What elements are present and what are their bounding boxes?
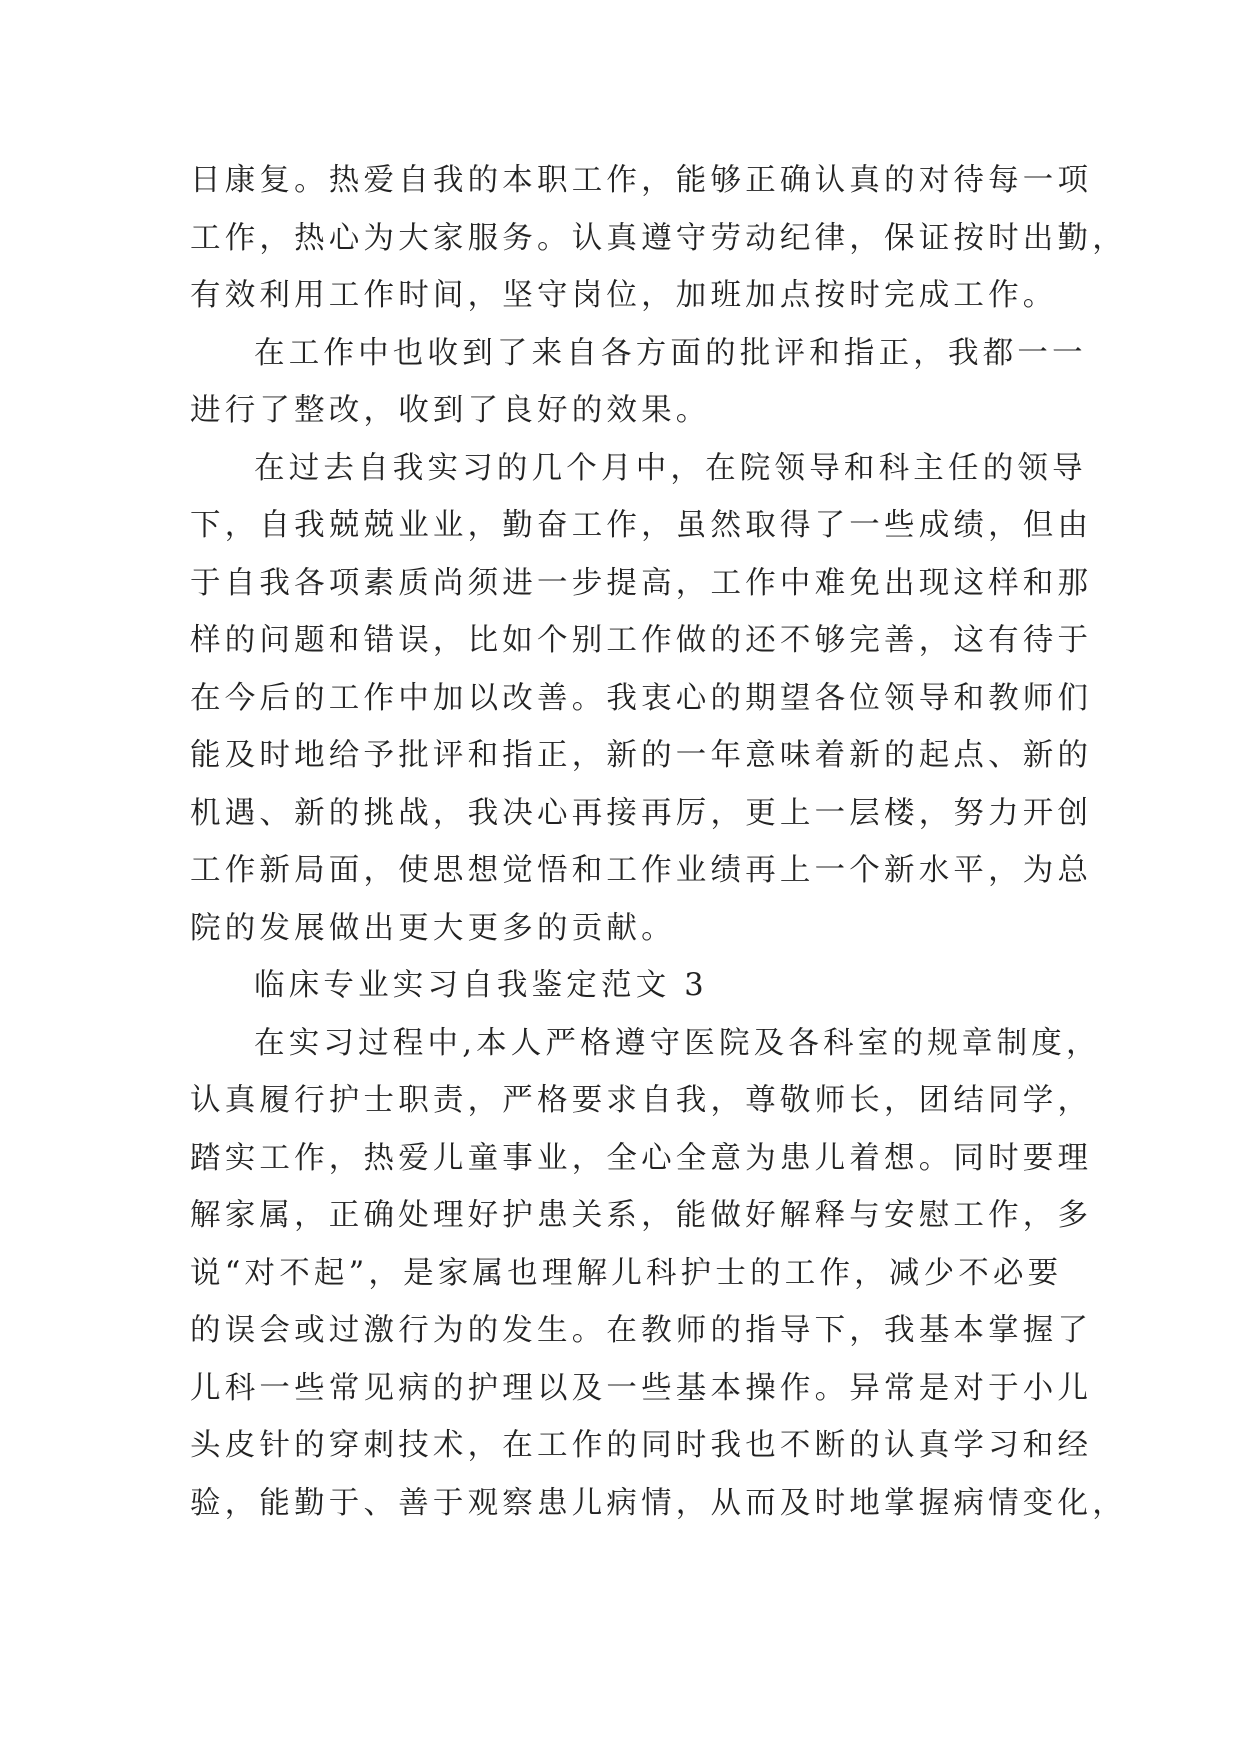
text-line: 说“对不起”，是家属也理解儿科护士的工作，减少不必要 [190, 1255, 1063, 1291]
text-line: 工作新局面，使思想觉悟和工作业绩再上一个新水平，为总 [190, 853, 1093, 888]
text-line: 于自我各项素质尚须进一步提高，工作中难免出现这样和那 [190, 565, 1093, 601]
text-line: 样的问题和错误，比如个别工作做的还不够完善，这有待于 [190, 623, 1093, 658]
text-line: 工作，热心为大家服务。认真遵守劳动纪律，保证按时出勤， [190, 220, 1127, 256]
text-line: 进行了整改，收到了良好的效果。 [190, 393, 711, 428]
text-line: 院的发展做出更大更多的贡献。 [190, 910, 676, 946]
text-line: 在实习过程中,本人严格遵守医院及各科室的规章制度， [254, 1025, 1101, 1061]
text-line: 下，自我兢兢业业，勤奋工作，虽然取得了一些成绩，但由 [190, 508, 1093, 543]
text-line: 日康复。热爱自我的本职工作，能够正确认真的对待每一项 [190, 163, 1093, 198]
text-line: 头皮针的穿刺技术，在工作的同时我也不断的认真学习和经 [190, 1428, 1093, 1463]
text-line: 认真履行护士职责，严格要求自我，尊敬师长，团结同学， [190, 1083, 1093, 1118]
text-line: 在过去自我实习的几个月中，在院领导和科主任的领导 [254, 450, 1087, 486]
text-line: 解家属，正确处理好护患关系，能做好解释与安慰工作，多 [190, 1198, 1093, 1233]
text-line: 有效利用工作时间，坚守岗位，加班加点按时完成工作。 [190, 278, 1058, 313]
text-line: 踏实工作，热爱儿童事业，全心全意为患儿着想。同时要理 [190, 1140, 1093, 1176]
text-line: 机遇、新的挑战，我决心再接再厉，更上一层楼，努力开创 [190, 795, 1093, 831]
text-line: 临床专业实习自我鉴定范文 3 [254, 968, 708, 1003]
text-line: 验，能勤于、善于观察患儿病情，从而及时地掌握病情变化， [190, 1485, 1127, 1521]
document-body [190, 152, 1127, 1532]
text-line: 在今后的工作中加以改善。我衷心的期望各位领导和教师们 [190, 680, 1093, 716]
text-line: 的误会或过激行为的发生。在教师的指导下，我基本掌握了 [190, 1313, 1093, 1348]
text-line: 能及时地给予批评和指正，新的一年意味着新的起点、新的 [190, 738, 1093, 773]
text-line: 在工作中也收到了来自各方面的批评和指正，我都一一 [254, 335, 1087, 371]
text-line: 儿科一些常见病的护理以及一些基本操作。异常是对于小儿 [190, 1370, 1093, 1406]
